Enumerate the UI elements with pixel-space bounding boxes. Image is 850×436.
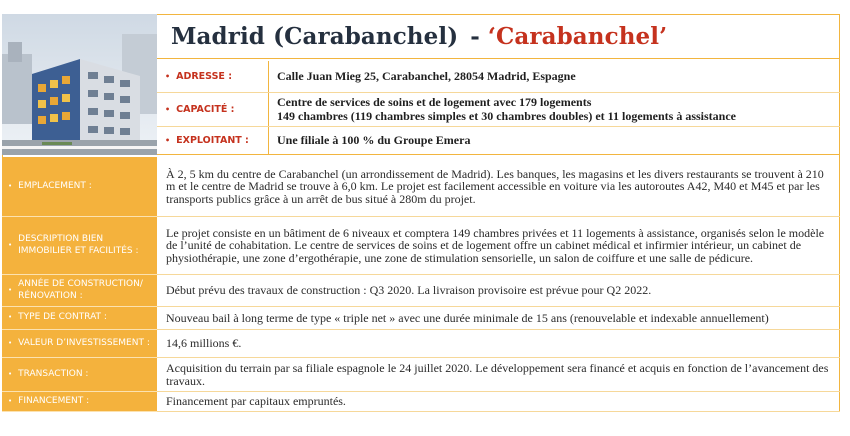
bullet-icon: • xyxy=(165,72,171,81)
info-value-operator: Une filiale à 100 % du Groupe Emera xyxy=(277,132,471,147)
detail-label: • VALEUR D’INVESTISSEMENT : xyxy=(2,330,157,358)
info-row-operator xyxy=(157,127,840,155)
detail-row-description xyxy=(2,217,840,275)
detail-value: Début prévu des travaux de construction : Q3 2020. La livraison provisoire est prévue pour Q2 2022. xyxy=(157,275,840,307)
title-name: ‘Carabanchel’ xyxy=(487,22,668,50)
detail-row-location xyxy=(2,157,840,217)
info-row-capacity xyxy=(157,93,840,127)
detail-label: • EMPLACEMENT : xyxy=(2,157,157,217)
detail-value: À 2, 5 km du centre de Carabanchel (un arrondissement de Madrid). Les banques, les magasins et les divers restaurants se trouvent à 210 m et le centre de Madrid se trouve à 6,0 km. Le projet est facilement accessible en voiture via les autoroutes A42, M40 et M45 et par les transports publics grâce à un arrêt de bus situé à 280m du projet. xyxy=(157,157,840,217)
building-photo xyxy=(2,14,157,155)
detail-row-construction-year xyxy=(2,275,840,307)
info-label-operator: • EXPLOITANT : xyxy=(157,127,269,154)
bullet-icon: • xyxy=(165,105,171,114)
info-label-address: • ADRESSE : xyxy=(157,61,269,92)
detail-value: Nouveau bail à long terme de type « triple net » avec une durée minimale de 15 ans (renouvelable et indexable annuellement) xyxy=(157,307,840,330)
detail-value: Le projet consiste en un bâtiment de 6 niveaux et comptera 149 chambres privées et 11 logements à assistance, organisés selon le modèle de l’unité de cohabitation. Le centre de services de soins et de logement offre un cabinet médical et infirmier intérieur, un cabinet de physiothérapie, une zone d’ergothérapie, une zone de stimulation sensorielle, un salon de coiffure et une salle de pédicure. xyxy=(157,217,840,275)
detail-row-financing xyxy=(2,392,840,412)
detail-value: Acquisition du terrain par sa filiale espagnole le 24 juillet 2020. Le développement sera financé et acquis en fonction de l’avancement des travaux. xyxy=(157,358,840,392)
info-value-capacity: Centre de services de soins et de logement avec 179 logements 149 chambres (119 chambres simples et 30 chambres doubles) et 11 logements à assistance xyxy=(277,95,736,123)
detail-label: • ANNÉE DE CONSTRUCTION/ RÉNOVATION : xyxy=(2,275,157,307)
title-city: Madrid (Carabanchel) xyxy=(171,22,459,50)
detail-label: • TRANSACTION : xyxy=(2,358,157,392)
detail-row-contract-type xyxy=(2,307,840,330)
info-value-address: Calle Juan Mieg 25, Carabanchel, 28054 Madrid, Espagne xyxy=(277,68,576,83)
title-separator: - xyxy=(470,22,480,50)
detail-label: • TYPE DE CONTRAT : xyxy=(2,307,157,330)
detail-row-investment-value xyxy=(2,330,840,358)
detail-label: • DESCRIPTION BIEN IMMOBILIER ET FACILITÉS : xyxy=(2,217,157,275)
info-label-capacity: • CAPACITÉ : xyxy=(157,93,269,126)
bullet-icon: • xyxy=(165,136,171,145)
page-title xyxy=(171,23,667,50)
detail-label: • FINANCEMENT : xyxy=(2,392,157,412)
title-bar xyxy=(157,14,840,59)
detail-value: 14,6 millions €. xyxy=(157,330,840,358)
info-row-address xyxy=(157,61,840,93)
detail-row-transaction xyxy=(2,358,840,392)
detail-value: Financement par capitaux empruntés. xyxy=(157,392,840,412)
